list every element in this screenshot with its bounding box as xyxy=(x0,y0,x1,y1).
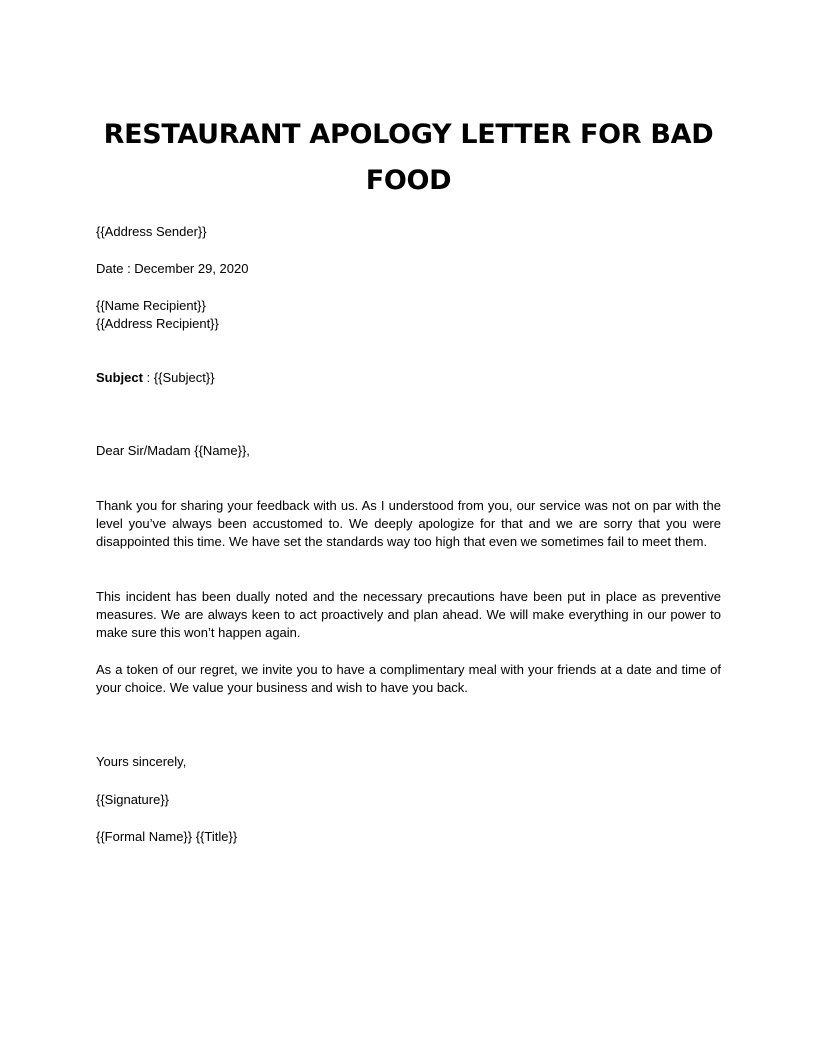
letter-title: RESTAURANT APOLOGY LETTER FOR BAD FOOD xyxy=(103,119,714,196)
salutation: Dear Sir/Madam {{Name}}, xyxy=(96,443,250,458)
body-paragraph: As a token of our regret, we invite you to have a complimentary meal with your friends at a date and time of your choice. We value your business and wish to have you back. xyxy=(96,662,721,696)
subject-value: : {{Subject}} xyxy=(142,370,215,385)
body-paragraph: Thank you for sharing your feedback with us. As I understood from you, our service was not on par with the level you’ve always been accustomed to. We deeply apologize for that and we are sorry that you were disappointed this time. We have set the standards way too high that even we sometimes fail to meet them. xyxy=(96,498,721,550)
subject-label: Subject xyxy=(96,370,143,385)
name-recipient: {{Name Recipient}} xyxy=(96,298,206,313)
address-recipient: {{Address Recipient}} xyxy=(96,316,219,331)
letter-date: Date : December 29, 2020 xyxy=(96,261,249,276)
letter-page xyxy=(96,0,721,1056)
signature-placeholder: {{Signature}} xyxy=(96,792,170,807)
closing: Yours sincerely, xyxy=(96,754,187,769)
address-sender: {{Address Sender}} xyxy=(96,224,207,239)
subject-line xyxy=(96,369,215,387)
body-paragraph: This incident has been dually noted and the necessary precautions have been put in place as preventive measures. We are always keen to act proactively and plan ahead. We will make everything in our power to make sure this won’t happen again. xyxy=(96,589,721,641)
formal-name-title: {{Formal Name}} {{Title}} xyxy=(96,829,238,844)
